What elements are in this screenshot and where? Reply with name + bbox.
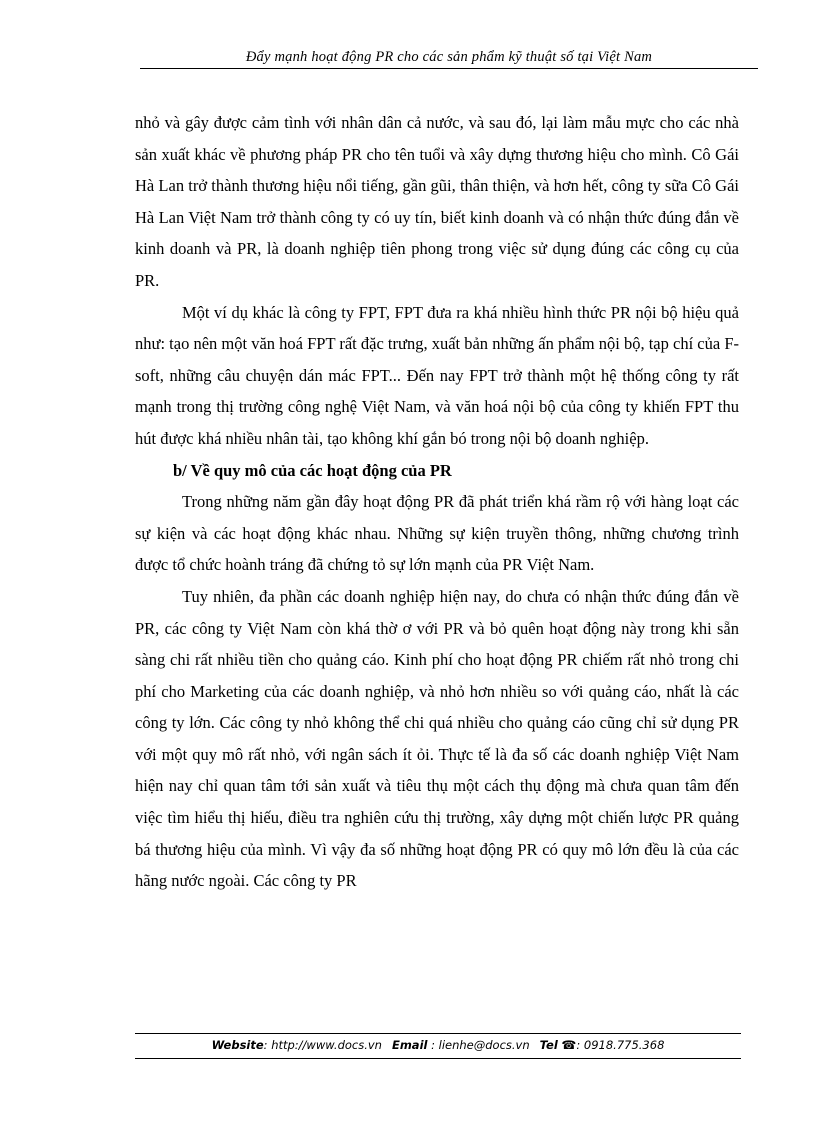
section-subheading: b/ Về quy mô của các hoạt động của PR xyxy=(173,460,452,480)
paragraph-fpt-example: Một ví dụ khác là công ty FPT, FPT đưa ra khá nhiều hình thức PR nội bộ hiệu quả như: tạo nên một văn hoá FPT rất đặc trưng, xuất bản những ấn phẩm nội bộ, tạp chí của F-soft, những câu chuyện dán mác FPT... Đến nay FPT trở thành một hệ thống công ty rất mạnh trong thị trường công nghệ Việt Nam, và văn hoá nội bộ của công ty khiến FPT thu hút được khá nhiều nhân tài, tạo không khí gắn bó trong nội bộ doanh nghiệp. xyxy=(135,302,739,448)
document-body xyxy=(135,107,739,897)
footer-email-label: Email xyxy=(391,1038,428,1052)
page-footer xyxy=(135,1033,741,1059)
footer-website-link[interactable]: : http://www.docs.vn xyxy=(263,1038,382,1052)
footer-website-label: Website xyxy=(211,1038,264,1052)
header-title: Đẩy mạnh hoạt động PR cho các sản phẩm kỹ thuật số tại Việt Nam xyxy=(245,49,653,65)
footer-tel-label: Tel xyxy=(539,1038,558,1052)
footer-email-link[interactable]: : lienhe@docs.vn xyxy=(427,1038,530,1052)
footer-tel-value: : 0918.775.368 xyxy=(576,1038,665,1052)
paragraph-pr-budget: Tuy nhiên, đa phần các doanh nghiệp hiện nay, do chưa có nhận thức đúng đắn về PR, các công ty Việt Nam còn khá thờ ơ với PR và bỏ quên hoạt động này trong khi sẵn sàng chi rất nhiều tiền cho quảng cáo. Kinh phí cho hoạt động PR chiếm rất nhỏ trong chi phí cho Marketing của các doanh nghiệp, và nhỏ hơn nhiều so với quảng cáo, nhất là các công ty lớn. Các công ty nhỏ không thể chi quá nhiều cho quảng cáo cũng chỉ sử dụng PR với một quy mô rất nhỏ, với ngân sách ít ỏi. Thực tế là đa số các doanh nghiệp Việt Nam hiện nay chỉ quan tâm tới sản xuất và tiêu thụ một cách thụ động mà chưa quan tâm đến việc tìm hiểu thị hiếu, điều tra nghiên cứu thị trường, xây dựng một chiến lược PR quảng bá thương hiệu của mình. Vì vậy đa số những hoạt động PR có quy mô lớn đều là của các hãng nước ngoài. Các công ty PR xyxy=(135,586,739,891)
page-header xyxy=(140,48,758,69)
paragraph-continuation: nhỏ và gây được cảm tình với nhân dân cả nước, và sau đó, lại làm mẫu mực cho các nhà sản xuất khác về phương pháp PR cho tên tuổi và xây dựng thương hiệu cho mình. Cô Gái Hà Lan trở thành thương hiệu nổi tiếng, gần gũi, thân thiện, và hơn hết, công ty sữa Cô Gái Hà Lan Việt Nam trở thành công ty có uy tín, biết kinh doanh và có nhận thức đúng đắn về kinh doanh và PR, là doanh nghiệp tiên phong trong việc sử dụng đúng các công cụ của PR. xyxy=(135,113,739,290)
paragraph-pr-scale: Trong những năm gần đây hoạt động PR đã phát triển khá rầm rộ với hàng loạt các sự kiện và các hoạt động khác nhau. Những sự kiện truyền thông, những chương trình được tổ chức hoành tráng đã chứng tỏ sự lớn mạnh của PR Việt Nam. xyxy=(135,492,739,575)
phone-icon: ☎ xyxy=(561,1038,577,1052)
